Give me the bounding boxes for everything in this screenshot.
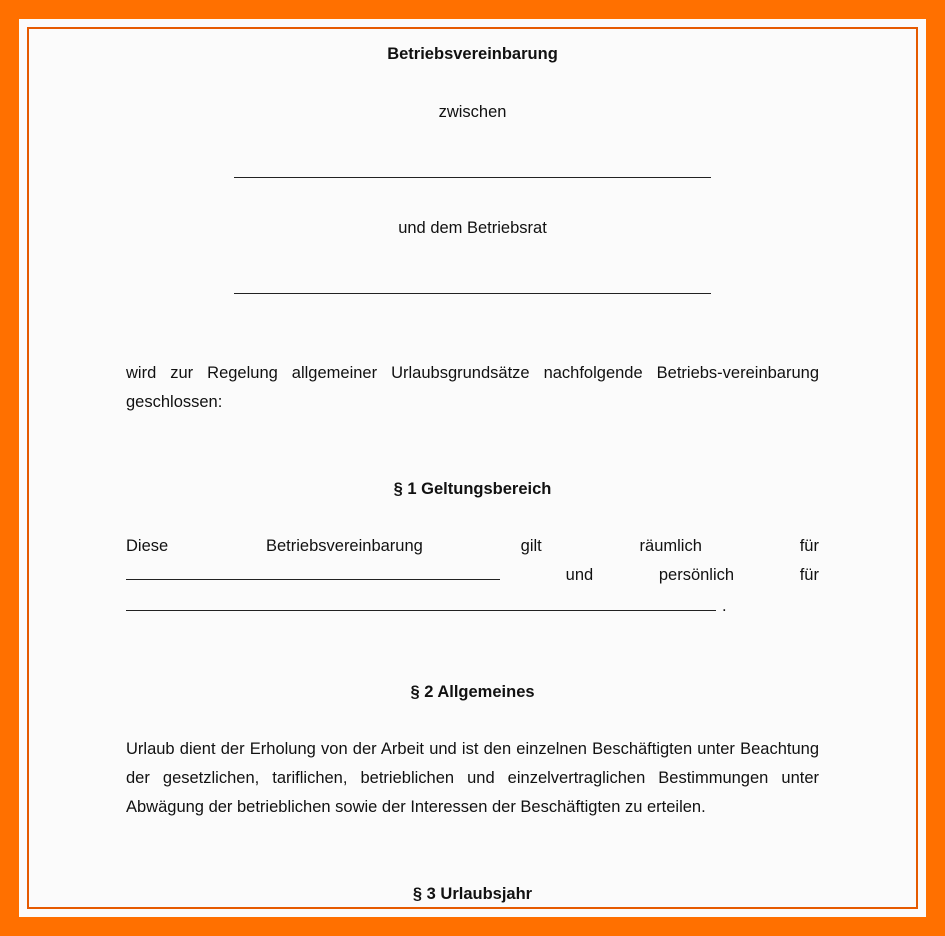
section-2-paragraph: Urlaub dient der Erholung von der Arbeit und ist den einzelnen Beschäftigten unter Beachtung der gesetzlichen, tariflichen, betrieblichen und einzelvertraglichen Bestimmungen unter Abwägung der betrieblichen sowie der Interessen der Beschäftigten zu erteilen. xyxy=(126,740,819,816)
section-1-period: . xyxy=(722,597,727,615)
section-2-heading: § 2 Allgemeines xyxy=(410,683,535,701)
section-1-line-2 xyxy=(126,561,819,590)
works-council-label: und dem Betriebsrat xyxy=(398,219,547,237)
section-3-heading: § 3 Urlaubsjahr xyxy=(412,885,533,903)
intro-paragraph: wird zur Regelung allgemeiner Urlaubsgrundsätze nachfolgende Betriebs-vereinbarung geschlossen: xyxy=(126,364,819,411)
section-1-line-3 xyxy=(126,592,819,621)
section-1-heading: § 1 Geltungsbereich xyxy=(393,480,552,498)
personal-scope-blank xyxy=(126,592,716,611)
section-1-word: für xyxy=(799,537,819,555)
employer-blank-line xyxy=(234,177,711,178)
between-label: zwischen xyxy=(438,103,507,121)
document-page xyxy=(19,19,926,917)
section-1-word: und xyxy=(565,566,594,584)
document-title: Betriebsvereinbarung xyxy=(387,45,558,63)
section-1-line-1 xyxy=(126,532,819,561)
section-1-word: für xyxy=(799,566,819,584)
section-1-word: räumlich xyxy=(639,537,702,555)
section-1-word: gilt xyxy=(520,537,542,555)
section-1-word: Betriebsvereinbarung xyxy=(265,537,423,555)
works-council-blank-line xyxy=(234,293,711,294)
section-1-word: persönlich xyxy=(658,566,735,584)
section-1-word: Diese xyxy=(126,537,169,555)
spatial-scope-blank xyxy=(126,561,500,580)
